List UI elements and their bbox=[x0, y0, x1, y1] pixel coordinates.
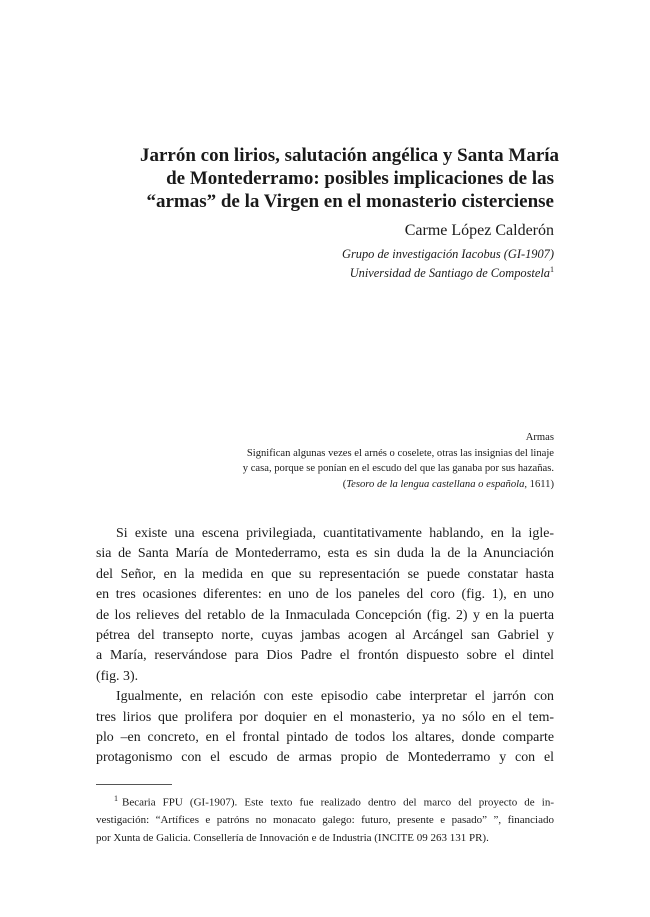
paragraph-2 bbox=[96, 687, 554, 769]
epigraph-source-rest: , 1611) bbox=[524, 478, 554, 490]
text-line: pétrea del transepto norte, cuyas jambas acogen al Arcángel san Gabriel y bbox=[96, 628, 554, 644]
text-line: en tres ocasiones diferentes: en uno de los paneles del coro (fig. 1), en uno bbox=[96, 587, 554, 603]
title-line: “armas” de la Virgen en el monasterio cisterciense bbox=[146, 191, 554, 212]
text-line: Si existe una escena privilegiada, cuantitativamente hablando, en la igle- bbox=[116, 526, 554, 541]
affiliation-group: Grupo de investigación Iacobus (GI-1907) bbox=[342, 247, 554, 261]
affiliation-university-text: Universidad de Santiago de Compostela bbox=[349, 266, 550, 281]
author-affiliation bbox=[342, 246, 554, 281]
epigraph-heading: Armas bbox=[525, 432, 554, 443]
epigraph bbox=[243, 430, 554, 492]
footnote-divider bbox=[96, 784, 172, 785]
epigraph-line: y casa, porque se ponían en el escudo del que las ganaba por sus hazañas. bbox=[242, 463, 554, 474]
affiliation-university bbox=[342, 262, 554, 281]
paragraph-1 bbox=[96, 524, 554, 687]
body-text bbox=[96, 524, 554, 769]
title-line: de Montederramo: posibles implicaciones de las bbox=[166, 168, 554, 189]
text-line: plo –en concreto, en el frontal pintado de todos los altares, donde comparte bbox=[96, 730, 554, 746]
epigraph-source-open: ( bbox=[342, 478, 347, 490]
footnote-reference: 1 bbox=[550, 265, 554, 274]
epigraph-source-title: Tesoro de la lengua castellana o española bbox=[346, 478, 525, 490]
text-line: Igualmente, en relación con este episodio cabe interpretar el jarrón con bbox=[116, 689, 554, 705]
article-title bbox=[140, 144, 560, 213]
epigraph-source bbox=[243, 477, 554, 493]
footnote-line bbox=[96, 790, 554, 812]
title-line: Jarrón con lirios, salutación angélica y Santa María bbox=[140, 145, 560, 166]
footnote-line: por Xunta de Galicia. Consellería de Innovación e de Industria (INCITE 09 263 131 PR). bbox=[96, 831, 489, 844]
footnote-line: vestigación: “Artífices e patróns no monacato galego: futuro, presente e pasado” ”, financiado bbox=[96, 814, 554, 827]
footnote-text: Becaria FPU (GI-1907). Este texto fue realizado dentro del marco del proyecto de in- bbox=[122, 796, 554, 809]
footnote-mark: 1 bbox=[114, 794, 118, 803]
author-name: Carme López Calderón bbox=[404, 222, 554, 239]
footnote bbox=[96, 790, 554, 847]
text-line: tres lirios que prolifera por doquier en el monasterio, ya no sólo en el tem- bbox=[96, 709, 554, 725]
text-line: protagonismo con el escudo de armas propio de Montederramo y con el bbox=[96, 750, 554, 766]
text-line: sia de Santa María de Montederramo, esta es sin duda la de la Anunciación bbox=[96, 546, 554, 562]
text-line: (fig. 3). bbox=[96, 668, 139, 684]
text-line: del Señor, en la medida en que su representación se puede constatar hasta bbox=[96, 566, 554, 582]
epigraph-line: Significan algunas vezes el arnés o coselete, otras las insignias del linaje bbox=[246, 447, 554, 459]
text-line: a María, reservándose para Dios Padre el frontón dispuesto sobre el dintel bbox=[96, 648, 554, 664]
text-line: de los relieves del retablo de la Inmaculada Concepción (fig. 2) y en la puerta bbox=[96, 607, 554, 623]
